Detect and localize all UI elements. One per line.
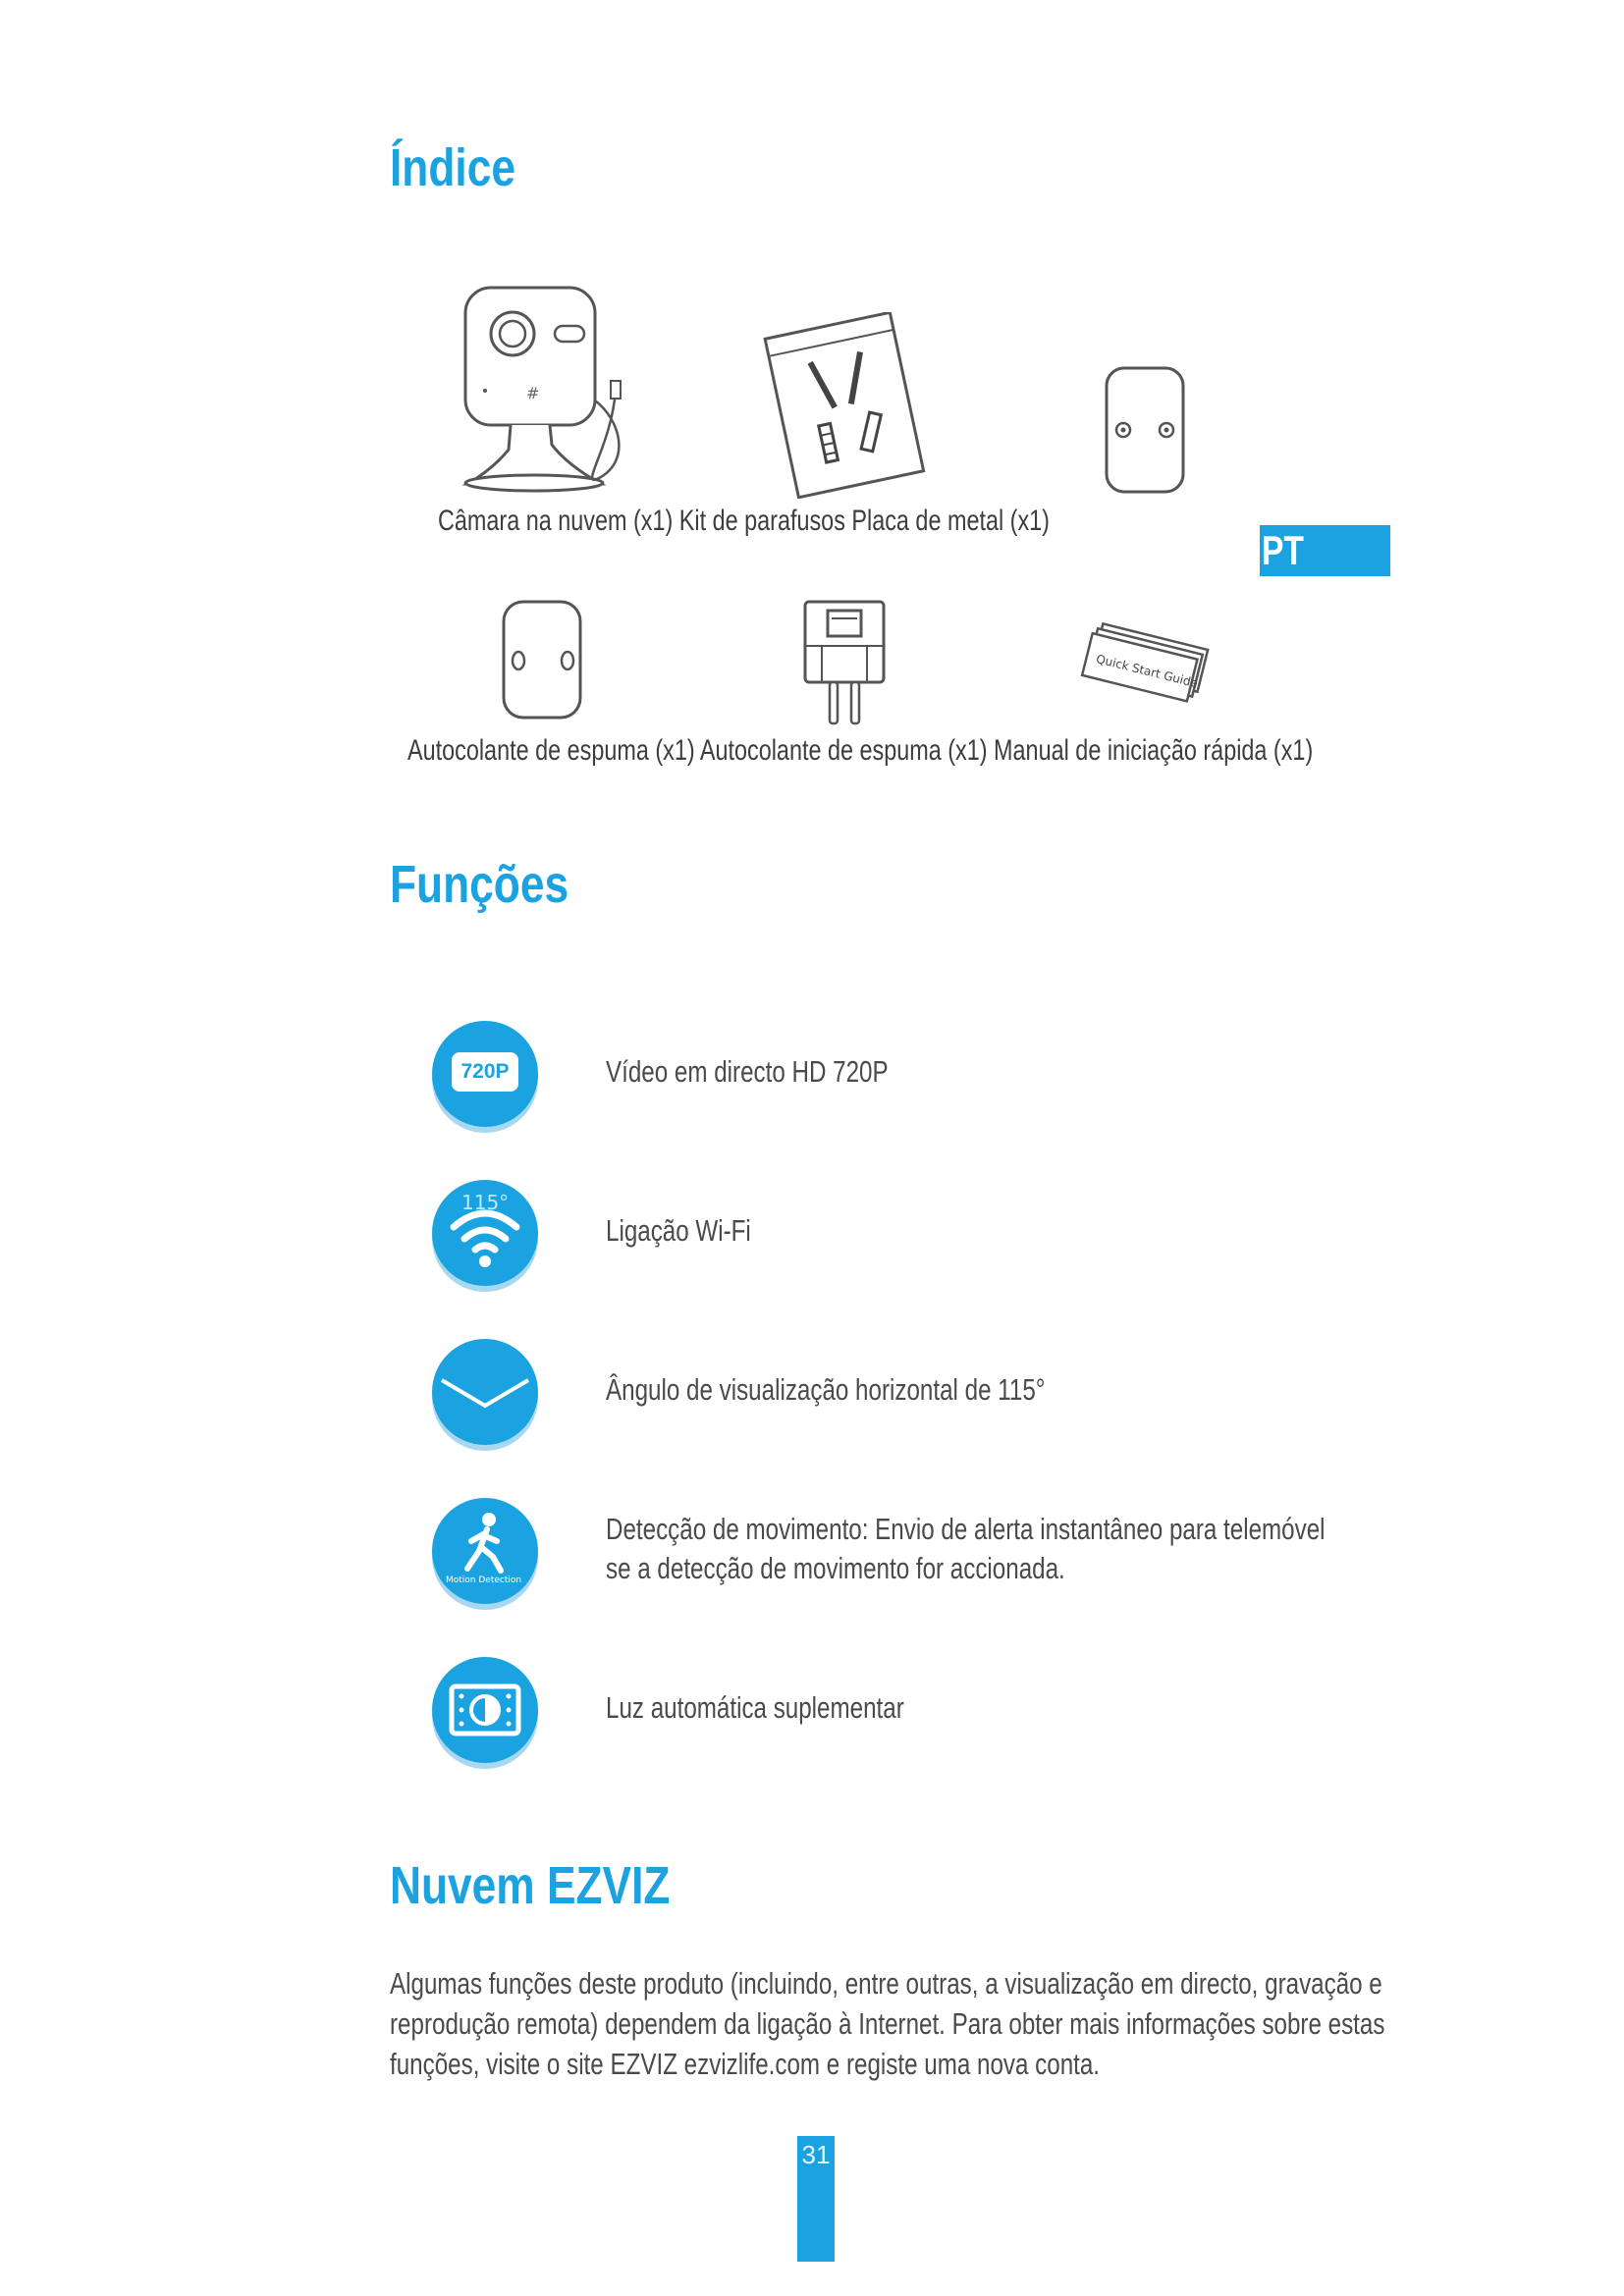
indice-items-row1: Câmara na nuvem (x1) Kit de parafusos Placa de metal (x1) [438,505,1050,537]
section-title-nuvem: Nuvem EZVIZ [390,1856,671,1915]
feature-label-motion-line2: se a detecção de movimento for accionada. [606,1551,1065,1585]
motion-detection-icon-text: Motion Detection [446,1575,522,1585]
nuvem-paragraph-line1: Algumas funções deste produto (incluindo, entre outras, a visualização em directo, gravação e [390,1966,1382,2001]
section-title-funcoes: Funções [390,855,569,914]
hd-720p-icon-label: 720P [452,1052,518,1092]
quick-start-guide-icon [1080,618,1218,717]
auto-light-icon [432,1657,538,1763]
power-adapter-icon [800,597,889,734]
svg-text:#: # [526,384,540,402]
indice-items-row2: Autocolante de espuma (x1) Autocolante de espuma (x1) Manual de iniciação rápida (x1) [407,734,1314,767]
wifi-icon [432,1180,538,1286]
nuvem-paragraph-line2: reprodução remota) dependem da ligação à Internet. Para obter mais informações sobre estas [390,2006,1385,2041]
hd-720p-icon [432,1021,538,1127]
language-tab: PT [1260,525,1390,576]
quick-start-card-text: Quick Start Guide [1094,652,1200,691]
page-number: 31 [801,2140,831,2169]
feature-label-motion-line1: Detecção de movimento: Envio de alerta instantâneo para telemóvel [606,1512,1326,1546]
motion-detection-icon [432,1498,538,1604]
screw-kit-icon [761,312,928,499]
page-number-tab [797,2136,835,2262]
feature-label-angle: Ângulo de visualização horizontal de 115° [606,1372,1046,1407]
wifi-icon-overlay-text: 115° [461,1191,510,1214]
feature-label-wifi: Ligação Wi-Fi [606,1213,751,1248]
feature-label-720p: Vídeo em directo HD 720P [606,1054,889,1089]
section-title-indice: Índice [390,138,515,197]
cloud-camera-icon [454,283,650,497]
feature-label-auto-light: Luz automática suplementar [606,1690,904,1725]
nuvem-paragraph-line3: funções, visite o site EZVIZ ezvizlife.com e registe uma nova conta. [390,2047,1101,2081]
viewing-angle-icon [432,1339,538,1445]
foam-sticker-icon [499,597,587,724]
metal-plate-icon [1102,363,1190,499]
